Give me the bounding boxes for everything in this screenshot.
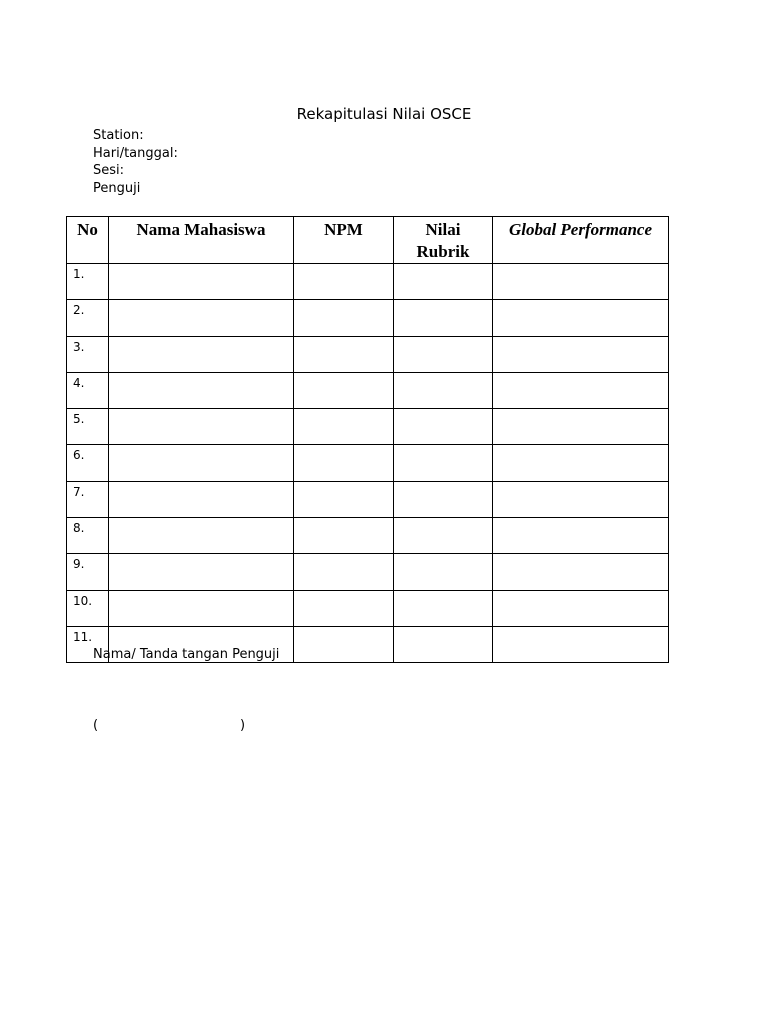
- table-row: [67, 481, 669, 517]
- header-rubric: [394, 217, 493, 264]
- cell-name: [109, 336, 294, 372]
- table-row: [67, 445, 669, 481]
- cell-no: 7.: [67, 481, 109, 517]
- table-row: [67, 300, 669, 336]
- cell-npm: [294, 372, 394, 408]
- cell-global-performance: [493, 481, 669, 517]
- cell-rubric: [394, 300, 493, 336]
- table-row: [67, 518, 669, 554]
- cell-name: [109, 518, 294, 554]
- table-row: [67, 372, 669, 408]
- table-row: [67, 554, 669, 590]
- cell-npm: [294, 336, 394, 372]
- cell-npm: [294, 300, 394, 336]
- cell-npm: [294, 554, 394, 590]
- cell-name: [109, 409, 294, 445]
- table-row: [67, 590, 669, 626]
- cell-name: [109, 590, 294, 626]
- cell-rubric: [394, 372, 493, 408]
- cell-rubric: [394, 409, 493, 445]
- table-header-row: [67, 217, 669, 264]
- cell-rubric: [394, 554, 493, 590]
- cell-rubric: [394, 445, 493, 481]
- cell-no: 8.: [67, 518, 109, 554]
- signature-label: Nama/ Tanda tangan Penguji: [93, 647, 280, 662]
- cell-name: [109, 554, 294, 590]
- header-name: Nama Mahasiswa: [109, 217, 294, 264]
- cell-no: 6.: [67, 445, 109, 481]
- cell-rubric: [394, 626, 493, 662]
- header-rubric-line2: Rubrik: [416, 242, 470, 261]
- cell-npm: [294, 590, 394, 626]
- session-label: Sesi:: [93, 163, 125, 178]
- cell-npm: [294, 626, 394, 662]
- cell-rubric: [394, 518, 493, 554]
- header-rubric-line1: Nilai: [425, 220, 461, 239]
- station-label: Station:: [93, 128, 144, 143]
- cell-global-performance: [493, 445, 669, 481]
- cell-npm: [294, 264, 394, 300]
- cell-global-performance: [493, 590, 669, 626]
- cell-no: 9.: [67, 554, 109, 590]
- cell-global-performance: [493, 409, 669, 445]
- header-global-performance: Global Performance: [493, 217, 669, 264]
- examiner-label: Penguji: [93, 180, 141, 196]
- meta-fields: [93, 127, 178, 197]
- cell-global-performance: [493, 336, 669, 372]
- cell-no: 4.: [67, 372, 109, 408]
- table-row: [67, 264, 669, 300]
- cell-name: [109, 445, 294, 481]
- cell-name: [109, 264, 294, 300]
- signature-close-paren: ): [240, 718, 246, 733]
- cell-global-performance: [493, 554, 669, 590]
- cell-no: 2.: [67, 300, 109, 336]
- cell-global-performance: [493, 300, 669, 336]
- cell-rubric: [394, 336, 493, 372]
- cell-no: 11.: [67, 626, 109, 662]
- cell-name: [109, 372, 294, 408]
- cell-no: 5.: [67, 409, 109, 445]
- cell-global-performance: [493, 264, 669, 300]
- cell-npm: [294, 481, 394, 517]
- date-label: Hari/tanggal:: [93, 145, 178, 161]
- cell-npm: [294, 445, 394, 481]
- cell-rubric: [394, 264, 493, 300]
- cell-npm: [294, 409, 394, 445]
- table-row: [67, 409, 669, 445]
- cell-global-performance: [493, 372, 669, 408]
- cell-name: [109, 300, 294, 336]
- cell-rubric: [394, 590, 493, 626]
- page-title: Rekapitulasi Nilai OSCE: [296, 105, 472, 123]
- table-row: [67, 336, 669, 372]
- cell-name: [109, 481, 294, 517]
- cell-global-performance: [493, 518, 669, 554]
- score-table: [66, 216, 669, 663]
- cell-npm: [294, 518, 394, 554]
- cell-global-performance: [493, 626, 669, 662]
- cell-no: 1.: [67, 264, 109, 300]
- cell-no: 3.: [67, 336, 109, 372]
- header-no: No: [67, 217, 109, 264]
- cell-rubric: [394, 481, 493, 517]
- signature-open-paren: (: [93, 718, 99, 733]
- cell-no: 10.: [67, 590, 109, 626]
- header-npm: NPM: [294, 217, 394, 264]
